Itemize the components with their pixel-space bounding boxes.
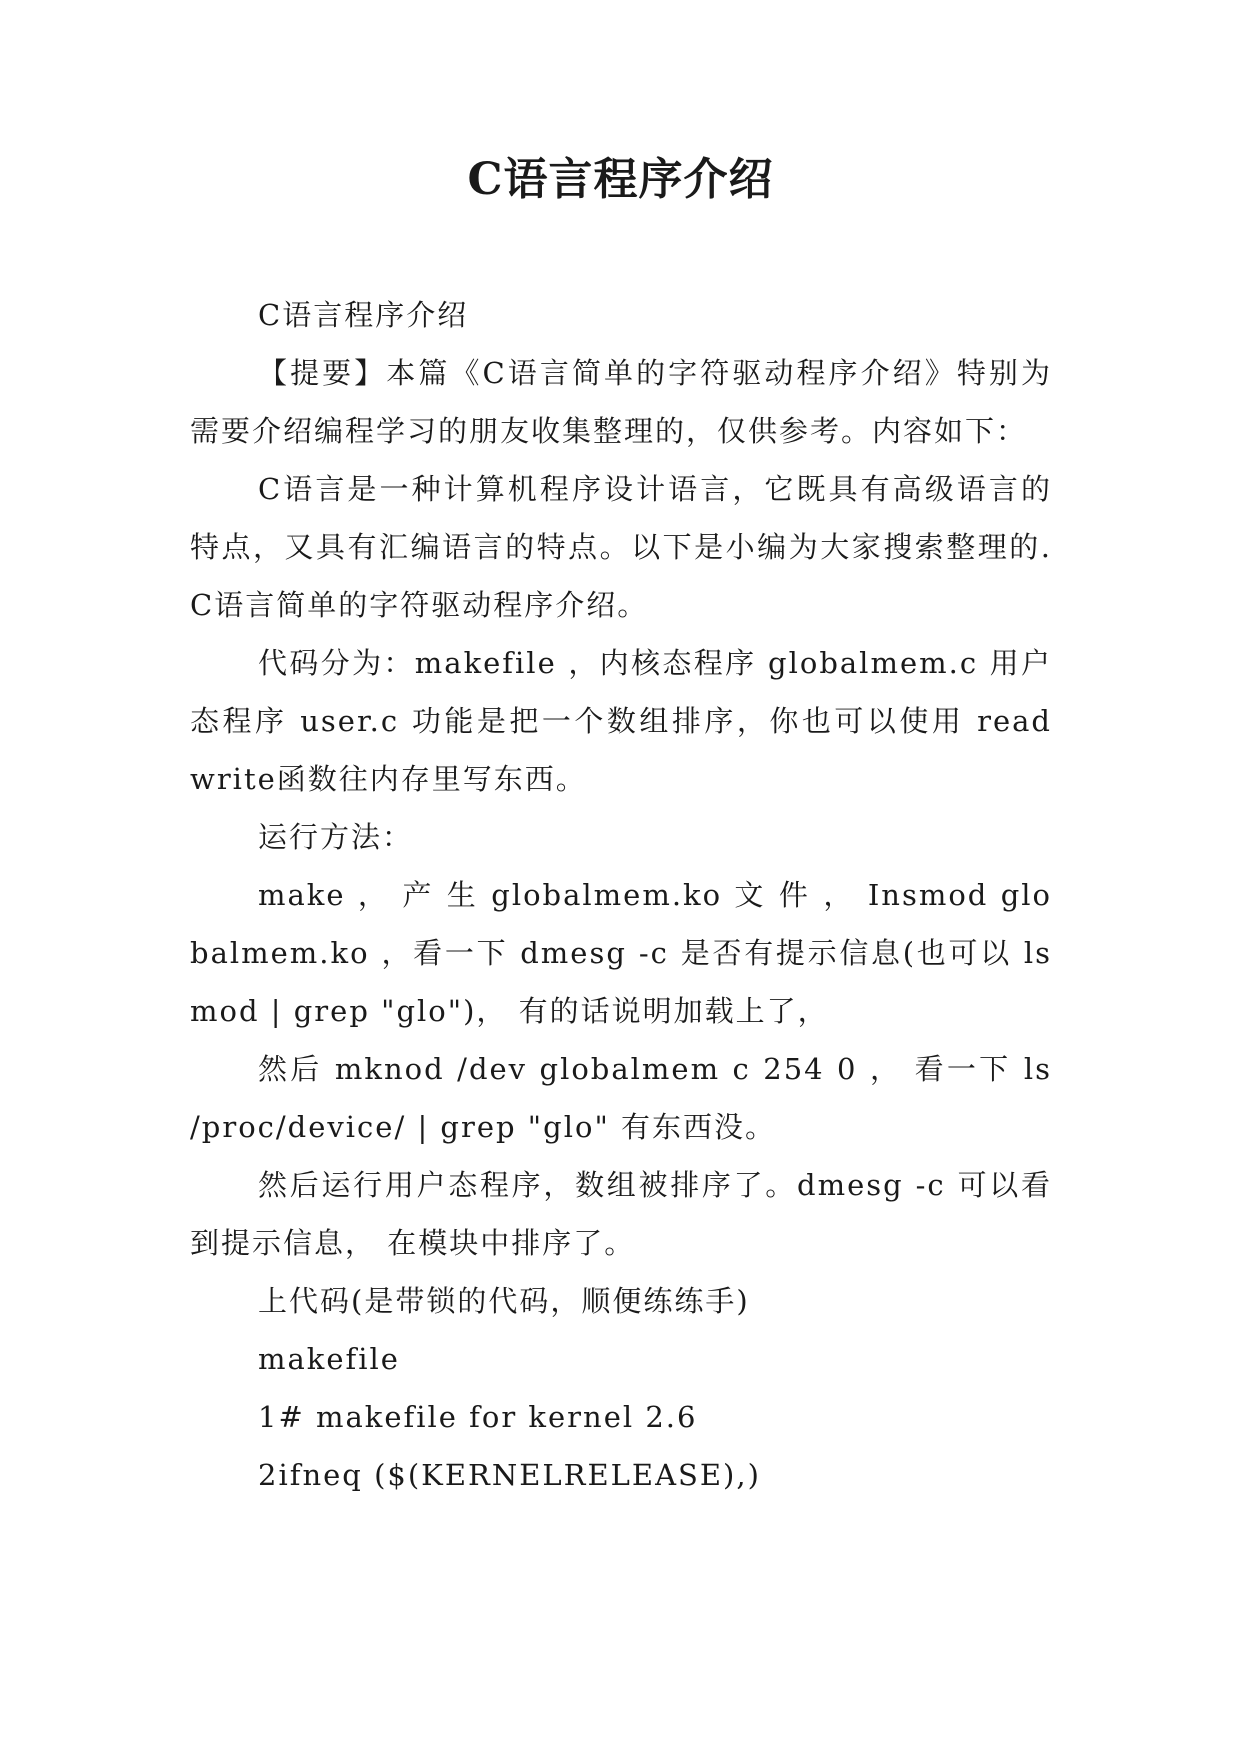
paragraph-code-heading: 上代码(是带锁的代码，顺便练练手) [258, 1284, 750, 1318]
paragraph-makefile-label: makefile [258, 1342, 400, 1376]
document-body [190, 286, 1052, 1504]
paragraph-run-step-user: 然后运行用户态程序，数组被排序了。dmesg -c 可以看到提示信息， 在模块中排序了。 [190, 1168, 1052, 1260]
paragraph-summary: 【提要】本篇《C语言简单的字符驱动程序介绍》特别为需要介绍编程学习的朋友收集整理的，仅供参考。内容如下： [190, 356, 1052, 448]
paragraph-run-step-mknod: 然后 mknod /dev globalmem c 254 0 ， 看一下 ls /proc/device/ | grep "glo" 有东西没。 [190, 1052, 1052, 1144]
paragraph-intro: C语言是一种计算机程序设计语言，它既具有高级语言的特点，又具有汇编语言的特点。以下是小编为大家搜索整理的.C语言简单的字符驱动程序介绍。 [190, 472, 1052, 622]
document-title: C语言程序介绍 [467, 154, 774, 205]
paragraph-run-step-make: make ， 产 生 globalmem.ko 文 件 ， Insmod globalmem.ko ，看一下 dmesg -c 是否有提示信息(也可以 lsmod | grep "glo")， 有的话说明加载上了， [190, 878, 1052, 1028]
paragraph-subtitle: C语言程序介绍 [258, 298, 469, 332]
code-line-2: 2ifneq ($(KERNELRELEASE),) [258, 1458, 761, 1492]
paragraph-code-overview: 代码分为：makefile ，内核态程序 globalmem.c 用户态程序 user.c 功能是把一个数组排序，你也可以使用 read write函数往内存里写东西。 [190, 646, 1052, 796]
code-line-1: 1# makefile for kernel 2.6 [258, 1400, 698, 1434]
paragraph-run-method-heading: 运行方法： [258, 820, 414, 854]
